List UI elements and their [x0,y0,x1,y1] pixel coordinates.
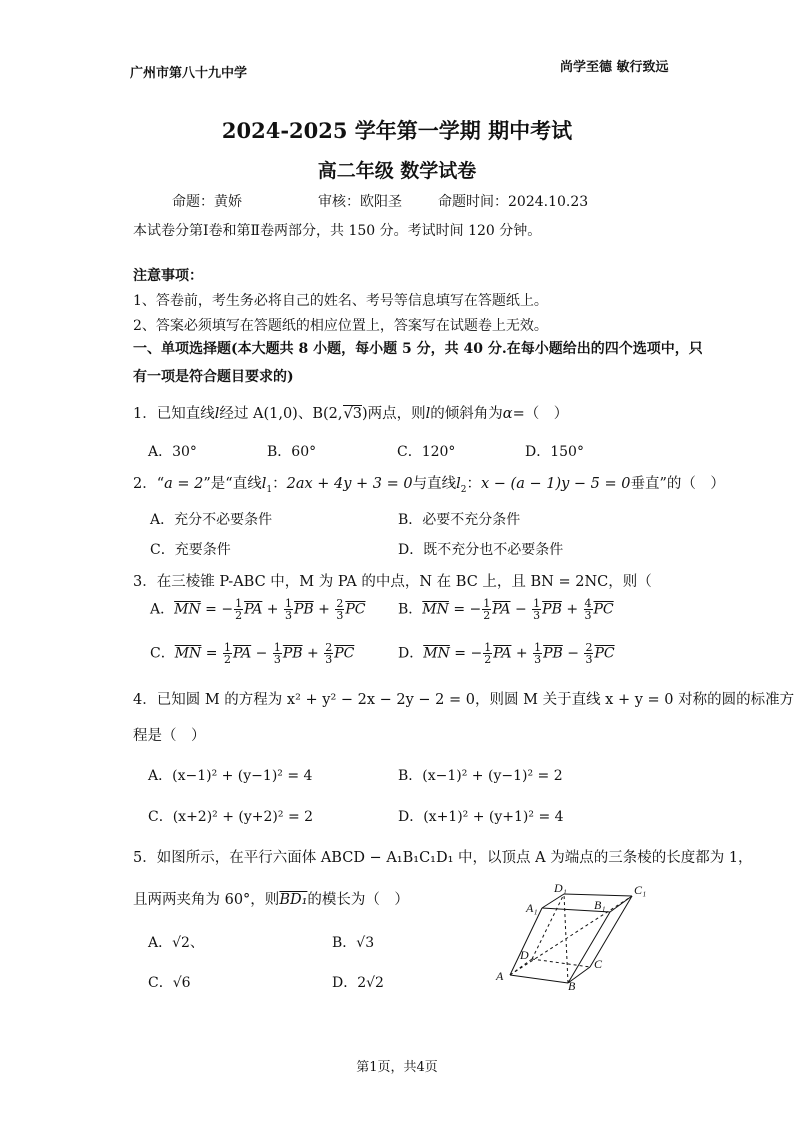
label-d1: D₁ [554,881,567,895]
q4-option-b: B．(x−1)² + (y−1)² = 2 [398,768,563,784]
note-1: 1、答卷前，考生务必将自己的姓名、考号等信息填写在答题纸上。 [133,293,548,309]
section1-line1: 一、单项选择题(本大题共 8 小题，每小题 5 分，共 40 分.在每小题给出的四个选项中，只 [133,341,703,357]
q4-option-d: D．(x+1)² + (y+1)² = 4 [398,809,564,825]
q1-option-a: A．30° [148,444,197,460]
q2-option-b: B．必要不充分条件 [398,512,521,528]
label-c: C [594,957,603,971]
notes-heading: 注意事项： [133,268,203,284]
exam-info: 本试卷分第Ⅰ卷和第Ⅱ卷两部分，共 150 分。考试时间 120 分钟。 [133,223,542,239]
edge-b1c1 [610,896,632,912]
exam-title: 2024-2025 学年第一学期 期中考试 [221,118,573,143]
school-name: 广州市第八十九中学 [130,66,248,81]
q2-option-a: A．充分不必要条件 [150,512,273,528]
q2-option-c: C．充要条件 [150,542,231,558]
exam-subtitle: 高二年级 数学试卷 [317,160,477,182]
q5-stem: 5．如图所示，在平行六面体 ABCD − A₁B₁C₁D₁ 中，以顶点 A 为端点的三条棱的长度都为 1， [133,850,753,866]
school-motto: 尚学至德 敏行致远 [560,60,669,75]
q3-option-d: D．$\overline{MN}$ = − $\frac{1}{2}$ $\overline{PA}$ + $\frac{1}{3}$ $\overline{PB}$ − $\frac{2}{3}$ $\overline{PC}$ [398,641,615,666]
q1-stem: 1．已知直线l经过 A(1,0)、B(2,√3)两点，则l的倾斜角为α=（ ） [133,406,569,422]
edge-bb1 [568,912,610,983]
q1-option-d: D．150° [525,444,584,460]
exam-date: 命题时间：2024.10.23 [438,194,589,210]
q5-stem-2: 且两两夹角为 60°，则BD₁的模长为（ ） [133,892,409,908]
label-b1: B₁ [594,898,606,912]
edge-ab [510,975,568,983]
q5-option-d: D．2√2 [332,975,384,991]
label-a: A [496,969,504,983]
q1-option-c: C．120° [397,444,456,460]
note-2: 2、答案必须填写在答题纸的相应位置上，答案写在试题卷上无效。 [133,318,548,334]
label-c1: C₁ [634,883,647,897]
q5-option-b: B．√3 [332,935,375,951]
page-number: 第1页，共4页 [356,1060,438,1075]
label-a1: A₁ [526,901,538,915]
edge-a1d1 [542,894,564,908]
q3-option-c: C．$\overline{MN}$ = $\frac{1}{2}$ $\overline{PA}$ − $\frac{1}{3}$ $\overline{PB}$ + $\frac{2}{3}$ $\overline{PC}$ [150,641,355,666]
q4-option-a: A．(x−1)² + (y−1)² = 4 [148,768,313,784]
q2-stem: 2．“a = 2”是“直线$l_1$：2ax + 4y + 3 = 0与直线$l_2$：x − (a − 1)y − 5 = 0垂直”的（ ） [133,476,725,495]
q1-option-b: B．60° [267,444,317,460]
label-d: D [520,948,529,962]
q5-option-c: C．√6 [148,975,191,991]
q3-option-b: B．$\overline{MN}$ = − $\frac{1}{2}$ $\overline{PA}$ − $\frac{1}{3}$ $\overline{PB}$ + $\frac{4}{3}$ $\overline{PC}$ [398,597,614,622]
q4-stem: 4．已知圆 M 的方程为 x² + y² − 2x − 2y − 2 = 0，则圆 M 关于直线 x + y = 0 对称的圆的标准方 [133,692,794,708]
label-b: B [568,979,576,990]
q3-stem: 3．在三棱锥 P-ABC 中，M 为 PA 的中点，N 在 BC 上，且 BN = 2NC，则（ [133,574,652,590]
q4-option-c: C．(x+2)² + (y+2)² = 2 [148,809,314,825]
q4-stem-2: 程是（ ） [133,728,206,744]
q3-option-a: A．$\overline{MN}$ = − $\frac{1}{2}$ $\overline{PA}$ + $\frac{1}{3}$ $\overline{PB}$ + $\frac{2}{3}$ $\overline{PC}$ [150,597,366,622]
q5-option-a: A．√2、 [148,935,204,951]
parallelepiped-figure [490,880,660,990]
author: 命题：黄娇 [172,194,242,210]
q2-option-d: D．既不充分也不必要条件 [398,542,564,558]
section1-line2: 有一项是符合题目要求的) [133,369,294,385]
edge-d1c1 [564,894,632,896]
reviewer: 审核：欧阳圣 [318,194,402,210]
